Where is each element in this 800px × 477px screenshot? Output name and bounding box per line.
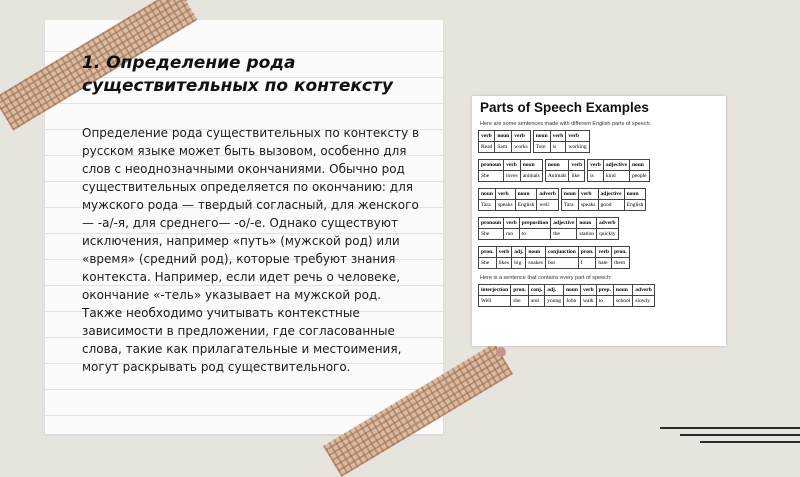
pos-word: station bbox=[577, 229, 597, 240]
pos-header: noun bbox=[526, 247, 546, 258]
pos-word: likes bbox=[496, 258, 512, 269]
pos-table bbox=[478, 188, 559, 211]
pos-header: noun bbox=[533, 131, 550, 142]
pos-header: noun bbox=[515, 189, 537, 200]
pos-table bbox=[478, 246, 630, 269]
pos-header: adverb bbox=[633, 285, 655, 296]
pos-word: people bbox=[629, 171, 649, 182]
pos-header: pron. bbox=[612, 247, 630, 258]
pos-word: quickly bbox=[597, 229, 619, 240]
pos-word: She bbox=[479, 258, 497, 269]
pos-table bbox=[478, 284, 655, 307]
pos-word: walk bbox=[580, 296, 596, 307]
pos-word: animals bbox=[520, 171, 542, 182]
pos-word: well bbox=[537, 200, 559, 211]
pos-header: adverb bbox=[537, 189, 559, 200]
pos-table bbox=[533, 130, 590, 153]
pos-word: Tara bbox=[561, 200, 578, 211]
pos-word: to bbox=[596, 296, 613, 307]
pos-header: prep. bbox=[596, 285, 613, 296]
pos-word: them bbox=[612, 258, 630, 269]
pos-word: works bbox=[512, 142, 530, 153]
pos-word: working bbox=[566, 142, 589, 153]
card-title: Parts of Speech Examples bbox=[480, 100, 649, 115]
pos-header: adjective bbox=[603, 160, 629, 171]
pos-header: noun bbox=[545, 160, 569, 171]
pos-word: English bbox=[515, 200, 537, 211]
pos-header: noun bbox=[561, 189, 578, 200]
pos-word: hate bbox=[596, 258, 612, 269]
pos-word: I bbox=[578, 258, 596, 269]
pos-header: verb bbox=[496, 247, 512, 258]
pos-header: adj. bbox=[512, 247, 526, 258]
pos-word: John bbox=[564, 296, 581, 307]
pos-word: Tara bbox=[479, 200, 496, 211]
pos-word: English bbox=[624, 200, 646, 211]
pos-header: interjection bbox=[479, 285, 511, 296]
pos-header: noun bbox=[629, 160, 649, 171]
pos-word: is bbox=[550, 142, 566, 153]
pos-word: She bbox=[479, 229, 504, 240]
pos-header: verb bbox=[550, 131, 566, 142]
pos-header: noun bbox=[613, 285, 632, 296]
pos-word: Tom bbox=[533, 142, 550, 153]
pos-word: big bbox=[512, 258, 526, 269]
pos-word: is bbox=[588, 171, 604, 182]
pos-header: pron. bbox=[578, 247, 596, 258]
pos-word: like bbox=[569, 171, 585, 182]
decorative-lines bbox=[660, 425, 800, 450]
card-intro-2: Here is a sentence that contains every part of speech: bbox=[480, 275, 612, 281]
pos-header: verb bbox=[588, 160, 604, 171]
pos-header: pronoun bbox=[479, 160, 504, 171]
pos-word: to bbox=[519, 229, 551, 240]
pos-header: verb bbox=[580, 285, 596, 296]
pos-header: verb bbox=[566, 131, 589, 142]
pos-word: Sam bbox=[495, 142, 512, 153]
pos-word: but bbox=[545, 258, 578, 269]
pos-word: slowly bbox=[633, 296, 655, 307]
pos-table bbox=[561, 188, 647, 211]
pos-header: conjunction bbox=[545, 247, 578, 258]
pos-table bbox=[545, 159, 585, 182]
pos-table bbox=[478, 130, 531, 153]
pos-header: verb bbox=[504, 218, 520, 229]
pos-header: preposition bbox=[519, 218, 551, 229]
pos-header: conj. bbox=[528, 285, 544, 296]
pos-word: ran bbox=[504, 229, 520, 240]
pos-header: noun bbox=[577, 218, 597, 229]
full-sentence-table bbox=[478, 284, 720, 307]
pos-header: verb bbox=[578, 189, 598, 200]
pos-word: snakes bbox=[526, 258, 546, 269]
pos-table bbox=[478, 159, 543, 182]
table-row bbox=[478, 188, 720, 211]
pos-header: verb bbox=[479, 131, 495, 142]
pos-header: adjective bbox=[551, 218, 577, 229]
pos-word: kind bbox=[603, 171, 629, 182]
pos-word: young bbox=[545, 296, 564, 307]
pos-word: school bbox=[613, 296, 632, 307]
pos-header: noun bbox=[624, 189, 646, 200]
pos-word: Well bbox=[479, 296, 511, 307]
pos-header: verb bbox=[495, 189, 515, 200]
pos-table bbox=[478, 217, 619, 240]
table-row bbox=[478, 246, 720, 269]
pos-header: noun bbox=[564, 285, 581, 296]
card-intro: Here are some sentences made with different English parts of speech: bbox=[480, 121, 652, 127]
pos-header: verb bbox=[569, 160, 585, 171]
pos-header: verb bbox=[504, 160, 521, 171]
pos-header: adverb bbox=[597, 218, 619, 229]
pos-header: noun bbox=[520, 160, 542, 171]
pos-word: and bbox=[528, 296, 544, 307]
pos-word: Animals bbox=[545, 171, 569, 182]
pos-word: speaks bbox=[578, 200, 598, 211]
pos-word: speaks bbox=[495, 200, 515, 211]
pos-word: she bbox=[511, 296, 529, 307]
table-row bbox=[478, 159, 720, 182]
example-tables bbox=[478, 130, 720, 269]
pos-word: Read bbox=[479, 142, 495, 153]
pos-table bbox=[587, 159, 649, 182]
pos-word: She bbox=[479, 171, 504, 182]
pos-header: verb bbox=[512, 131, 530, 142]
pos-header: verb bbox=[596, 247, 612, 258]
slide-body-text: Определение рода существительных по контексту в русском языке может быть вызовом, особенно для слов с неоднозначными окончаниями. Обычно род существительных определяется по окончанию: для мужского рода — твердый согласный, для женского— -а/-я, для среднего— -о/-е. Однако существуют исключения, например «путь» (мужской род) или «время» (средний род), которые требуют знания контекста. Например, если идет речь о человеке, окончание «-тель» указывает на мужской род. Также необходимо учитывать контекстные зависимости в предложении, где согласованные слова, такие как прилагательные и местоимения, могут раскрывать род существительного. bbox=[82, 126, 420, 374]
pos-header: pron. bbox=[511, 285, 529, 296]
table-row bbox=[478, 130, 720, 153]
pos-word: the bbox=[551, 229, 577, 240]
table-row bbox=[478, 217, 720, 240]
pos-word: loves bbox=[504, 171, 521, 182]
pos-header: pron. bbox=[479, 247, 497, 258]
pos-header: noun bbox=[495, 131, 512, 142]
pos-header: adj. bbox=[545, 285, 564, 296]
slide-heading: 1. Определение рода существительных по контексту bbox=[82, 53, 393, 96]
pos-header: adjective bbox=[598, 189, 624, 200]
pos-word: good bbox=[598, 200, 624, 211]
pos-header: noun bbox=[479, 189, 496, 200]
parts-of-speech-image bbox=[472, 96, 726, 346]
pos-header: pronoun bbox=[479, 218, 504, 229]
